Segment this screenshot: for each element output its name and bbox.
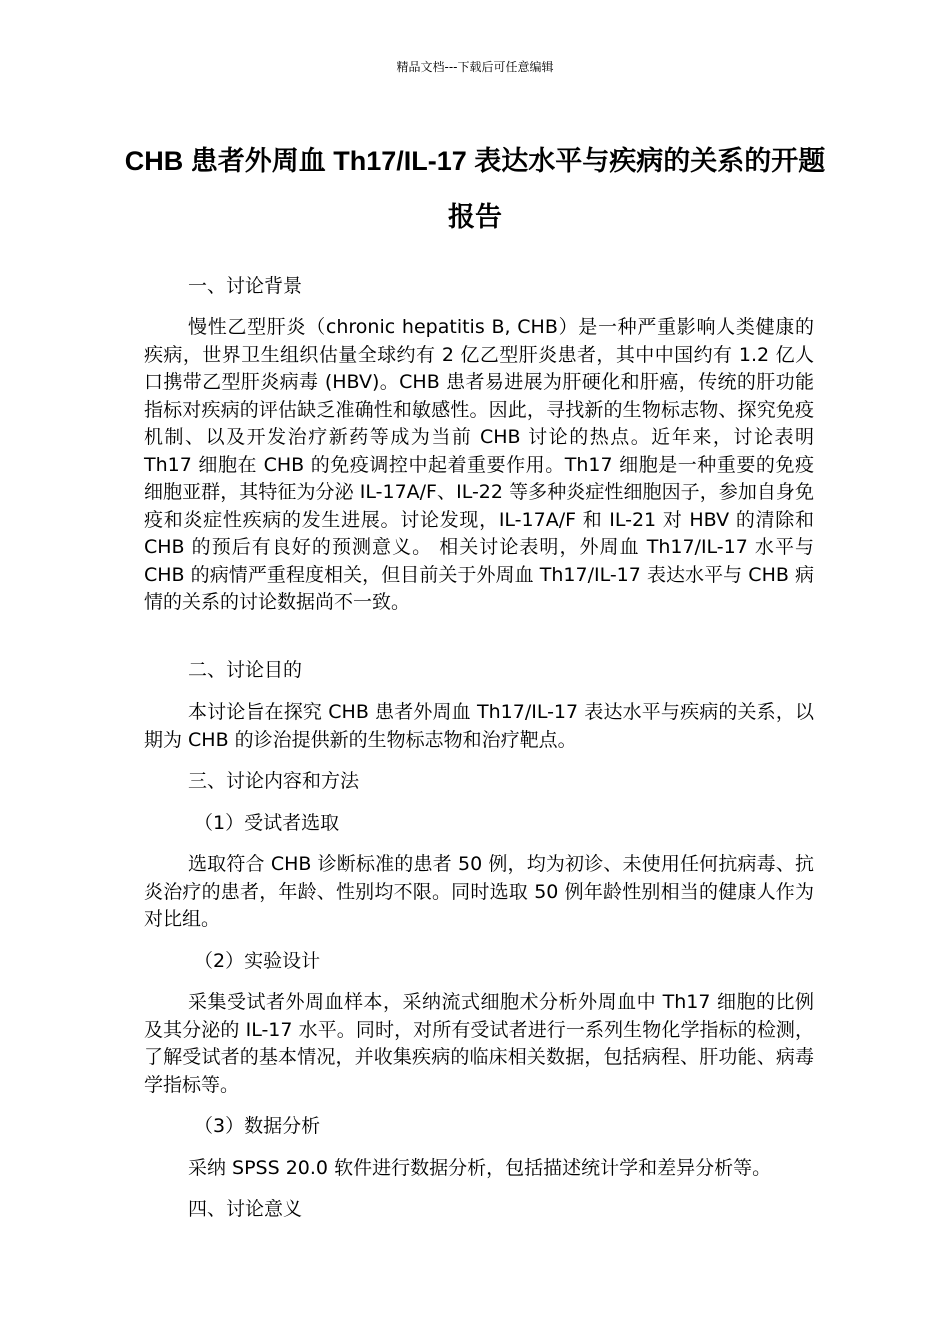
subheading-analysis: （3）数据分析 xyxy=(194,1115,321,1137)
section-heading-purpose: 二、讨论目的 xyxy=(188,659,303,681)
section-heading-background: 一、讨论背景 xyxy=(188,275,303,297)
subheading-design: （2）实验设计 xyxy=(194,950,321,972)
header-note: 精品文档---下载后可任意编辑 xyxy=(396,60,554,74)
paragraph-purpose: 本讨论旨在探究 CHB 患者外周血 Th17/IL-17 表达水平与疾病的关系，以期为 CHB 的诊治提供新的生物标志物和治疗靶点。 xyxy=(144,701,814,751)
section-heading-methods: 三、讨论内容和方法 xyxy=(188,770,360,792)
paragraph-analysis: 采纳 SPSS 20.0 软件进行数据分析，包括描述统计学和差异分析等。 xyxy=(188,1157,772,1179)
paragraph-background: 慢性乙型肝炎（chronic hepatitis B, CHB）是一种严重影响人类健康的疾病，世界卫生组织估量全球约有 2 亿乙型肝炎患者，其中中国约有 1.2 亿人口携带乙型肝炎病毒 (HBV)。CHB 患者易进展为肝硬化和肝癌，传统的肝功能指标对疾病的评估缺乏准确性和敏感性。因此，寻找新的生物标志物、探究免疫机制、以及开发治疗新药等成为当前 CHB 讨论的热点。近年来，讨论表明 Th17 细胞在 CHB 的免疫调控中起着重要作用。Th17 细胞是一种重要的免疫细胞亚群，其特征为分泌 IL-17A/F、IL-22 等多种炎症性细胞因子，参加自身免疫和炎症性疾病的发生进展。讨论发现，IL-17A/F 和 IL-21 对 HBV 的清除和 CHB 的预后有良好的预测意义。 相关讨论表明，外周血 Th17/IL-17 水平与 CHB 的病情严重程度相关，但目前关于外周血 Th17/IL-17 表达水平与 CHB 病情的关系的讨论数据尚不一致。 xyxy=(144,316,814,613)
document-title: CHB 患者外周血 Th17/IL-17 表达水平与疾病的关系的开题报告 xyxy=(124,146,826,232)
paragraph-design: 采集受试者外周血样本，采纳流式细胞术分析外周血中 Th17 细胞的比例及其分泌的 IL-17 水平。同时，对所有受试者进行一系列生物化学指标的检测，了解受试者的基本情况，并收集疾病的临床相关数据，包括病程、肝功能、病毒学指标等。 xyxy=(144,991,814,1096)
section-heading-significance: 四、讨论意义 xyxy=(188,1198,303,1220)
subheading-subjects: （1）受试者选取 xyxy=(194,812,340,834)
paragraph-subjects: 选取符合 CHB 诊断标准的患者 50 例，均为初诊、未使用任何抗病毒、抗炎治疗的患者，年龄、性别均不限。同时选取 50 例年龄性别相当的健康人作为对比组。 xyxy=(144,853,814,930)
